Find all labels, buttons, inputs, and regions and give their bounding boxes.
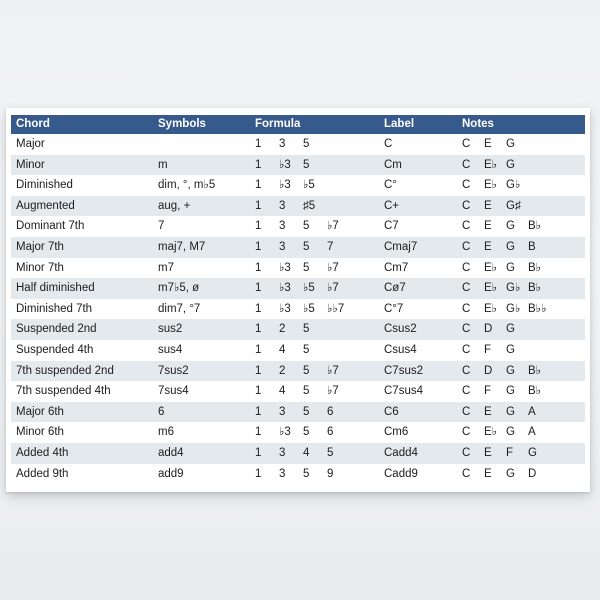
chord-symbols: m xyxy=(158,158,168,171)
chord-formula xyxy=(255,196,327,217)
table-row xyxy=(11,381,585,402)
formula-degree: ♭7 xyxy=(327,220,339,233)
chord-notes xyxy=(462,134,528,155)
formula-degree: ♭3 xyxy=(279,282,291,295)
formula-degree: 5 xyxy=(303,158,310,171)
chord-note: E xyxy=(484,199,492,212)
chord-name: Suspended 4th xyxy=(16,343,94,356)
chord-symbols: add4 xyxy=(158,446,184,459)
formula-degree: ♭5 xyxy=(303,179,315,192)
chord-note: C xyxy=(462,364,471,377)
formula-degree: 1 xyxy=(255,261,262,274)
formula-degree: 5 xyxy=(303,405,310,418)
chord-notes xyxy=(462,381,550,402)
formula-degree: 1 xyxy=(255,364,262,377)
chord-note: E xyxy=(484,405,492,418)
formula-degree: 1 xyxy=(255,446,262,459)
chord-note: A xyxy=(528,405,536,418)
formula-degree: 2 xyxy=(279,364,286,377)
table-row xyxy=(11,278,585,299)
table-row xyxy=(11,299,585,320)
chord-note: G♯ xyxy=(506,199,521,212)
table-row xyxy=(11,464,585,485)
formula-degree: 9 xyxy=(327,467,334,480)
chord-note: D xyxy=(484,323,493,336)
table-row xyxy=(11,422,585,443)
formula-degree: 1 xyxy=(255,220,262,233)
chord-note: C xyxy=(462,220,471,233)
chord-notes xyxy=(462,196,528,217)
poster xyxy=(6,108,590,492)
formula-degree: 3 xyxy=(279,220,286,233)
chord-name: Minor 7th xyxy=(16,261,64,274)
chord-note: G xyxy=(506,364,515,377)
header-label: Label xyxy=(384,118,415,130)
chord-note: E♭ xyxy=(484,302,498,315)
chord-symbols: m7 xyxy=(158,261,174,274)
formula-degree: 4 xyxy=(303,446,310,459)
chord-formula xyxy=(255,155,327,176)
header-notes: Notes xyxy=(462,118,494,130)
chord-note: E xyxy=(484,138,492,150)
chord-label: C°7 xyxy=(384,302,404,315)
chord-note: G xyxy=(506,261,515,274)
chord-label: Cmaj7 xyxy=(384,240,418,253)
formula-degree: ♭7 xyxy=(327,385,339,398)
formula-degree: 1 xyxy=(255,138,262,150)
chord-label: Cadd9 xyxy=(384,467,418,480)
chord-notes xyxy=(462,422,550,443)
chord-notes xyxy=(462,361,550,382)
chord-note: A xyxy=(528,426,536,439)
chord-label: C7sus4 xyxy=(384,385,423,398)
chord-note: E♭ xyxy=(484,426,498,439)
chord-label: Csus2 xyxy=(384,323,417,336)
formula-degree: ♭3 xyxy=(279,261,291,274)
chord-label: Cm6 xyxy=(384,426,409,439)
formula-degree: 5 xyxy=(303,261,310,274)
chord-name: Major 7th xyxy=(16,240,64,253)
formula-degree: 5 xyxy=(303,220,310,233)
chord-formula xyxy=(255,443,351,464)
formula-degree: 5 xyxy=(327,446,334,459)
chord-note: G xyxy=(506,405,515,418)
chord-note: C xyxy=(462,261,471,274)
chord-note: G xyxy=(528,446,537,459)
chord-symbols: maj7, M7 xyxy=(158,240,206,253)
chord-note: C xyxy=(462,179,471,192)
formula-degree: 1 xyxy=(255,179,262,192)
chord-note: C xyxy=(462,343,471,356)
chord-symbols: sus2 xyxy=(158,323,183,336)
formula-degree: 5 xyxy=(303,323,310,336)
chord-symbols: add9 xyxy=(158,467,184,480)
chord-name: Minor xyxy=(16,158,45,171)
chord-note: C xyxy=(462,405,471,418)
chord-note: E xyxy=(484,467,492,480)
chord-formula xyxy=(255,422,351,443)
table-row xyxy=(11,361,585,382)
formula-degree: 2 xyxy=(279,323,286,336)
chord-name: 7th suspended 4th xyxy=(16,385,111,398)
chord-note: E xyxy=(484,446,492,459)
table-header xyxy=(11,115,585,134)
table-row xyxy=(11,258,585,279)
chord-note: E♭ xyxy=(484,261,498,274)
chord-notes xyxy=(462,278,550,299)
table-row xyxy=(11,196,585,217)
formula-degree: 1 xyxy=(255,282,262,295)
chord-name: Major xyxy=(16,138,45,150)
chord-notes xyxy=(462,175,528,196)
chord-notes xyxy=(462,216,550,237)
formula-degree: ♭7 xyxy=(327,282,339,295)
formula-degree: ♭5 xyxy=(303,302,315,315)
chord-symbols: m7♭5, ø xyxy=(158,282,200,295)
chord-formula xyxy=(255,464,351,485)
chord-note: G xyxy=(506,323,515,336)
chord-label: C xyxy=(384,138,393,150)
table-row xyxy=(11,237,585,258)
chord-formula xyxy=(255,319,327,340)
chord-label: C° xyxy=(384,179,397,192)
formula-degree: 3 xyxy=(279,467,286,480)
formula-degree: 4 xyxy=(279,385,286,398)
formula-degree: 3 xyxy=(279,138,286,150)
table-row xyxy=(11,402,585,423)
formula-degree: ♭7 xyxy=(327,261,339,274)
chord-label: Cø7 xyxy=(384,282,406,295)
formula-degree: 1 xyxy=(255,240,262,253)
chord-formula xyxy=(255,258,351,279)
chord-note: D xyxy=(484,364,493,377)
chord-notes xyxy=(462,319,528,340)
formula-degree: ♭7 xyxy=(327,364,339,377)
table-row xyxy=(11,216,585,237)
chord-note: G♭ xyxy=(506,282,521,295)
chord-notes xyxy=(462,464,550,485)
formula-degree: 3 xyxy=(279,240,286,253)
formula-degree: 5 xyxy=(303,385,310,398)
chord-label: Cm xyxy=(384,158,402,171)
chord-note: E♭ xyxy=(484,158,498,171)
table-row xyxy=(11,134,585,155)
formula-degree: ♭3 xyxy=(279,179,291,192)
table-row xyxy=(11,155,585,176)
chord-symbols: 7sus2 xyxy=(158,364,189,377)
chord-name: Major 6th xyxy=(16,405,64,418)
chord-note: G♭ xyxy=(506,302,521,315)
chord-label: Cadd4 xyxy=(384,446,418,459)
chord-note: C xyxy=(462,385,471,398)
table-row xyxy=(11,319,585,340)
header-symbols: Symbols xyxy=(158,118,206,130)
chord-note: E xyxy=(484,240,492,253)
formula-degree: 3 xyxy=(279,405,286,418)
formula-degree: 5 xyxy=(303,240,310,253)
chord-note: B♭♭ xyxy=(528,302,547,315)
chord-note: G xyxy=(506,220,515,233)
chord-name: Added 4th xyxy=(16,446,69,459)
formula-degree: 3 xyxy=(279,446,286,459)
chord-formula xyxy=(255,340,327,361)
chord-formula xyxy=(255,278,351,299)
chord-note: G xyxy=(506,467,515,480)
header-formula: Formula xyxy=(255,118,301,130)
formula-degree: 1 xyxy=(255,323,262,336)
chord-symbols: 7sus4 xyxy=(158,385,189,398)
chord-notes xyxy=(462,299,550,320)
chord-formula xyxy=(255,361,351,382)
chord-label: C+ xyxy=(384,199,400,212)
chord-name: Dominant 7th xyxy=(16,220,85,233)
formula-degree: 1 xyxy=(255,467,262,480)
chord-name: Suspended 2nd xyxy=(16,323,97,336)
chord-name: Diminished xyxy=(16,179,73,192)
formula-degree: ♭♭7 xyxy=(327,302,345,315)
chord-note: E♭ xyxy=(484,179,498,192)
chord-table xyxy=(11,115,585,484)
chord-note: E♭ xyxy=(484,282,498,295)
chord-symbols: sus4 xyxy=(158,343,183,356)
formula-degree: ♭3 xyxy=(279,302,291,315)
formula-degree: 6 xyxy=(327,405,334,418)
chord-note: F xyxy=(484,385,492,398)
chord-note: C xyxy=(462,199,471,212)
chord-name: Minor 6th xyxy=(16,426,64,439)
chord-note: G xyxy=(506,158,515,171)
chord-symbols: dim, °, m♭5 xyxy=(158,179,216,192)
chord-formula xyxy=(255,381,351,402)
formula-degree: 1 xyxy=(255,385,262,398)
formula-degree: 5 xyxy=(303,467,310,480)
chord-formula xyxy=(255,299,351,320)
chord-symbols: aug, + xyxy=(158,199,191,212)
chord-label: C7sus2 xyxy=(384,364,423,377)
formula-degree: 3 xyxy=(279,199,286,212)
chord-note: C xyxy=(462,467,471,480)
formula-degree: 5 xyxy=(303,343,310,356)
chord-notes xyxy=(462,258,550,279)
chord-label: C7 xyxy=(384,220,399,233)
formula-degree: 5 xyxy=(303,426,310,439)
chord-note: B♭ xyxy=(528,282,542,295)
formula-degree: 6 xyxy=(327,426,334,439)
formula-degree: 7 xyxy=(327,240,334,253)
chord-formula xyxy=(255,175,327,196)
chord-note: C xyxy=(462,240,471,253)
chord-notes xyxy=(462,402,550,423)
formula-degree: 1 xyxy=(255,158,262,171)
chord-note: C xyxy=(462,426,471,439)
chord-note: E xyxy=(484,220,492,233)
chord-formula xyxy=(255,402,351,423)
chord-note: F xyxy=(506,446,514,459)
chord-note: G xyxy=(506,426,515,439)
formula-degree: 1 xyxy=(255,302,262,315)
formula-degree: ♭3 xyxy=(279,426,291,439)
chord-symbols: dim7, °7 xyxy=(158,302,201,315)
chord-notes xyxy=(462,340,528,361)
formula-degree: 1 xyxy=(255,343,262,356)
chord-notes xyxy=(462,237,550,258)
table-row xyxy=(11,340,585,361)
chord-note: G xyxy=(506,138,515,150)
chord-note: B♭ xyxy=(528,220,542,233)
table-row xyxy=(11,175,585,196)
chord-name: Added 9th xyxy=(16,467,69,480)
formula-degree: 4 xyxy=(279,343,286,356)
chord-symbols: 7 xyxy=(158,220,165,233)
formula-degree: 5 xyxy=(303,138,310,150)
chord-symbols: m6 xyxy=(158,426,174,439)
chord-symbols: 6 xyxy=(158,405,165,418)
chord-note: G♭ xyxy=(506,179,521,192)
formula-degree: ♭3 xyxy=(279,158,291,171)
chord-label: Csus4 xyxy=(384,343,417,356)
chord-note: G xyxy=(506,343,515,356)
formula-degree: 1 xyxy=(255,199,262,212)
chord-name: Half diminished xyxy=(16,282,95,295)
chord-note: B♭ xyxy=(528,364,542,377)
chord-notes xyxy=(462,443,550,464)
chord-note: C xyxy=(462,158,471,171)
chord-name: 7th suspended 2nd xyxy=(16,364,114,377)
chord-note: C xyxy=(462,282,471,295)
chord-notes xyxy=(462,155,528,176)
chord-note: C xyxy=(462,138,471,150)
chord-formula xyxy=(255,216,351,237)
chord-note: G xyxy=(506,240,515,253)
chord-note: G xyxy=(506,385,515,398)
chord-label: Cm7 xyxy=(384,261,409,274)
chord-note: B♭ xyxy=(528,261,542,274)
header-chord: Chord xyxy=(16,118,50,130)
chord-formula xyxy=(255,237,351,258)
chord-name: Augmented xyxy=(16,199,75,212)
formula-degree: 1 xyxy=(255,405,262,418)
formula-degree: 5 xyxy=(303,364,310,377)
chord-note: F xyxy=(484,343,492,356)
chord-formula xyxy=(255,134,327,155)
chord-note: D xyxy=(528,467,537,480)
chord-note: C xyxy=(462,302,471,315)
chord-label: C6 xyxy=(384,405,399,418)
chord-note: C xyxy=(462,446,471,459)
formula-degree: 1 xyxy=(255,426,262,439)
chord-name: Diminished 7th xyxy=(16,302,93,315)
chord-note: B xyxy=(528,240,536,253)
chord-note: B♭ xyxy=(528,385,542,398)
table-body xyxy=(11,134,585,484)
formula-degree: ♯5 xyxy=(303,199,316,212)
chord-note: C xyxy=(462,323,471,336)
table-row xyxy=(11,443,585,464)
formula-degree: ♭5 xyxy=(303,282,315,295)
